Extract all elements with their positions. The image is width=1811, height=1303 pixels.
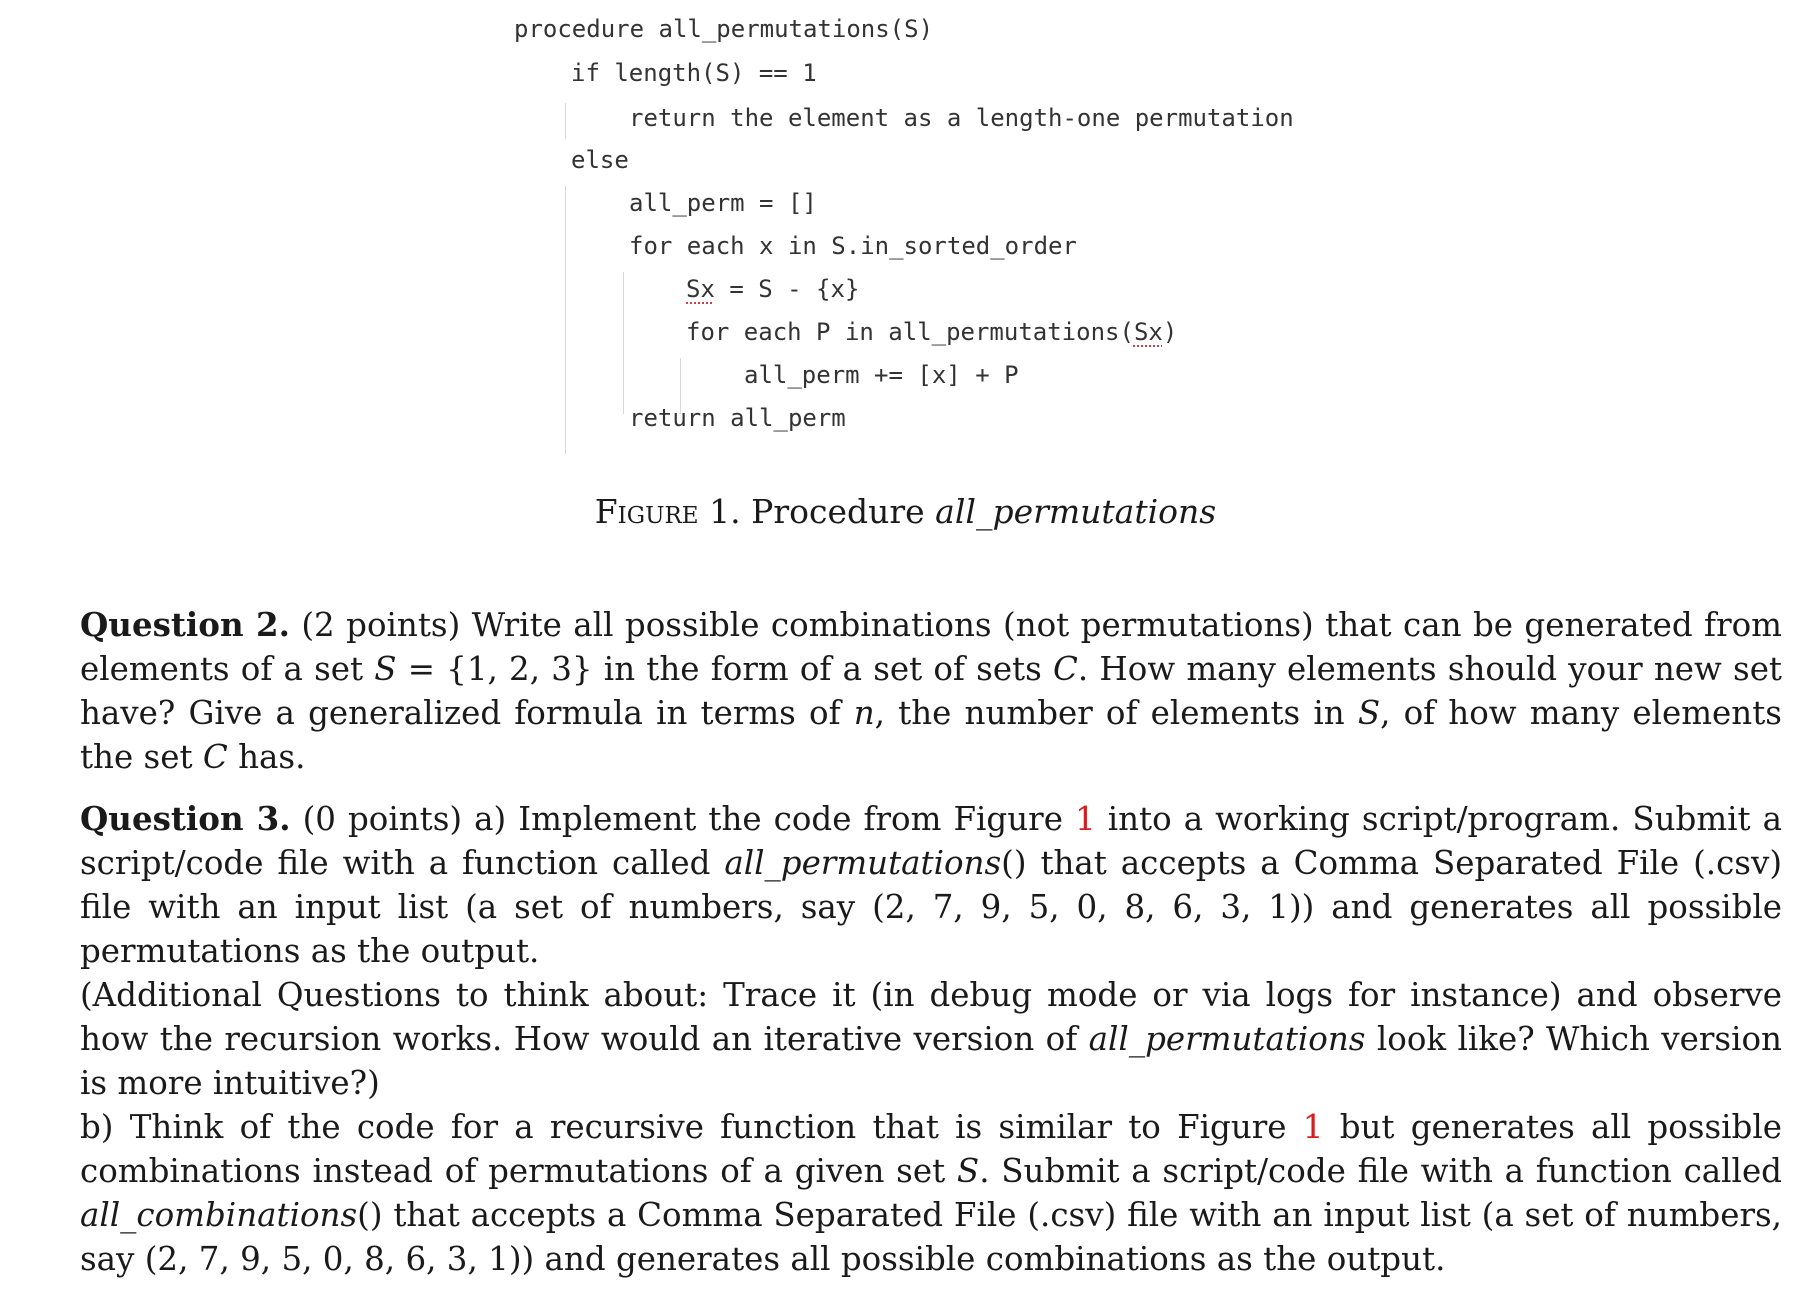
- math-var: S: [956, 1152, 980, 1190]
- question-3-part-b: [80, 1105, 1782, 1281]
- code-line: else: [571, 146, 629, 174]
- figure-text: Procedure: [751, 492, 925, 531]
- question-3-text: a) Implement the code from Figure: [474, 800, 1063, 838]
- figure-ref-link[interactable]: 1: [1302, 1108, 1324, 1146]
- math-set: = {1, 2, 3}: [396, 650, 593, 688]
- question-3-text: b) Think of the code for a recursive function that is similar to Figure: [80, 1108, 1287, 1146]
- question-2-text: , of how many elements the set: [80, 694, 1782, 776]
- sx-var: Sx: [686, 275, 715, 303]
- question-3-additional: [80, 973, 1782, 1105]
- function-name: all_combinations: [80, 1196, 358, 1234]
- function-name: all_permutations: [1088, 1020, 1366, 1058]
- indent-guide: [623, 272, 624, 414]
- math-var: n: [853, 694, 875, 732]
- figure-caption: [0, 492, 1811, 531]
- question-3: [80, 797, 1782, 1281]
- math-var: C: [1053, 650, 1078, 688]
- paren-close: ): [1162, 318, 1178, 346]
- code-line: if length(S) == 1: [571, 59, 817, 87]
- question-2-text: , the number of elements in: [874, 694, 1345, 732]
- figure-ref-link[interactable]: 1: [1074, 800, 1096, 838]
- math-var: C: [202, 738, 228, 776]
- sx-assign: = S - {x}: [714, 275, 860, 303]
- code-line: procedure all_permutations(S): [514, 15, 934, 43]
- figure-name: all_permutations: [935, 492, 1217, 531]
- for-p-loop: for each P in all_permutations(: [686, 318, 1134, 346]
- sx-var: Sx: [1133, 318, 1163, 346]
- code-line: return the element as a length-one permutation: [629, 104, 1294, 132]
- question-3-text: () that accepts a Comma Separated File (.csv) file with an input list (a set of numbers, say (2, 7, 9, 5, 0, 8, 6, 3, 1)) and generates all possible permutations as the output.: [80, 844, 1782, 970]
- question-2-points: (2 points): [301, 606, 461, 644]
- question-3-text: . Submit a script/code file with a function called: [979, 1152, 1782, 1190]
- question-3-part-a: [80, 797, 1782, 973]
- question-2-text: has.: [238, 738, 306, 776]
- question-2-text: in the form of a set of sets: [603, 650, 1042, 688]
- code-line: all_perm = []: [629, 189, 817, 217]
- code-line: [686, 317, 1177, 347]
- code-line: all_perm += [x] + P: [744, 361, 1019, 389]
- indent-guide: [565, 103, 566, 139]
- question-2-title: Question 2.: [80, 605, 290, 644]
- math-var: S: [374, 650, 397, 688]
- question-2: [80, 603, 1782, 779]
- question-3-title: Question 3.: [80, 799, 291, 838]
- math-var: S: [1357, 694, 1381, 732]
- question-3-text: but generates all possible combinations instead of permutations of a given set: [80, 1108, 1782, 1190]
- function-name: all_permutations: [724, 844, 1002, 882]
- question-3-text: into a working script/program. Submit a script/code file with a function called: [80, 800, 1783, 882]
- question-3-text: (Additional Questions to think about: Trace it (in debug mode or via logs for instance) and observe how the recursion works. How would an iterative version of: [80, 976, 1782, 1058]
- question-2-text: . How many elements should your new set have? Give a generalized formula in terms of: [80, 650, 1782, 732]
- figure-number: 1.: [709, 492, 741, 531]
- question-2-text: Write all possible combinations (not permutations) that can be generated from elements of a set: [80, 606, 1782, 688]
- code-line: return all_perm: [629, 404, 846, 432]
- code-line: [686, 274, 859, 304]
- code-line: for each x in S.in_sorted_order: [629, 232, 1077, 260]
- indent-guide: [565, 186, 566, 454]
- question-3-text: look like? Which version is more intuitive?): [80, 1020, 1782, 1102]
- question-3-points: (0 points): [302, 800, 463, 838]
- figure-label: Figure: [594, 492, 699, 531]
- question-3-text: () that accepts a Comma Separated File (.csv) file with an input list (a set of numbers, say (2, 7, 9, 5, 0, 8, 6, 3, 1)) and generates all possible combinations as the output.: [80, 1196, 1782, 1278]
